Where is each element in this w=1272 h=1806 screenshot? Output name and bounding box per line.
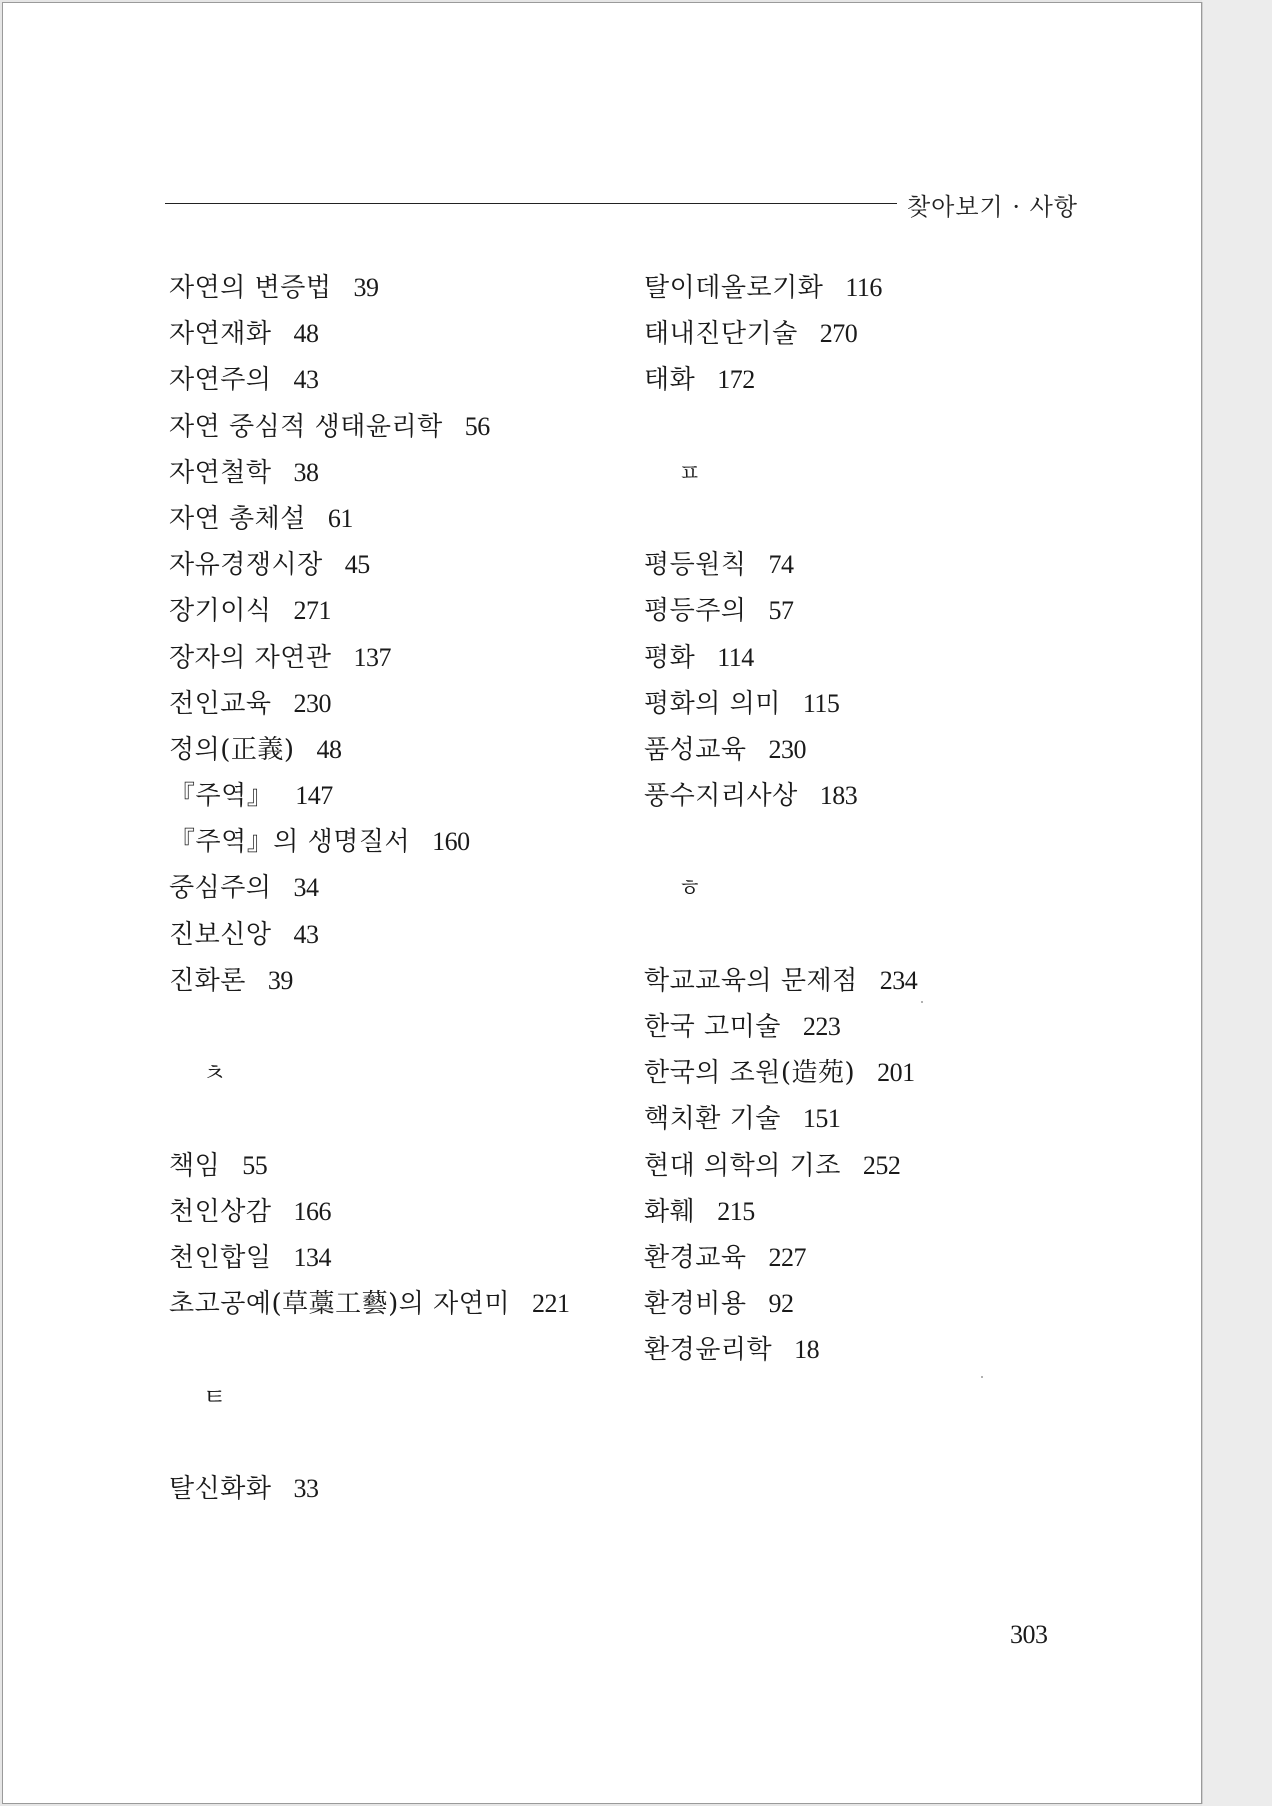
index-page-ref: 201 [877,1058,915,1088]
page-number: 303 [1010,1620,1048,1649]
index-term: 환경비용 [644,1289,747,1320]
index-term: 『주역』 [169,781,274,812]
index-entry [644,1004,917,1050]
index-entry [169,450,569,496]
index-entry [169,357,569,403]
index-page-ref: 48 [316,734,342,764]
index-entry [169,1143,569,1189]
header-rule [165,203,897,204]
index-entry [169,588,569,634]
index-entry [644,1143,917,1189]
index-page-ref: 160 [432,827,470,857]
index-term: 자연 총체설 [169,503,306,534]
index-entry [644,1096,917,1142]
index-page-ref: 74 [768,550,794,580]
index-entry [169,1235,569,1281]
index-page-ref: 271 [293,596,331,626]
index-term: 천인합일 [169,1242,272,1273]
index-entry [169,1189,569,1235]
index-page-ref: 215 [717,1196,755,1226]
index-term: 정의(正義) [169,734,295,765]
index-term: 진보신앙 [169,919,272,950]
index-entry [169,404,569,450]
index-entry [169,635,569,681]
index-entry [169,311,569,357]
spacer [169,1004,569,1050]
index-page-ref: 33 [293,1473,319,1503]
index-page-ref: 230 [293,688,331,718]
index-page-ref: 223 [802,1012,841,1041]
index-entry [644,1189,917,1235]
index-page-ref: 92 [768,1289,794,1319]
index-term: 평화의 의미 [644,688,781,719]
index-page-ref: 221 [531,1289,570,1319]
index-term: 한국의 조원(造苑) [644,1058,856,1089]
viewer-background [1202,0,1272,1806]
index-page-ref: 38 [293,457,319,487]
index-entry [169,773,569,819]
index-entry [644,1050,917,1096]
index-page-ref: 39 [353,273,379,302]
index-entry [644,773,917,819]
index-page-ref: 252 [862,1150,901,1180]
index-entry [644,1281,917,1327]
index-page-ref: 43 [293,919,319,949]
spacer [169,1096,569,1142]
index-term: 태내진단기술 [644,319,798,350]
index-page-ref: 147 [295,781,333,811]
index-page-ref: 137 [353,642,391,672]
index-entry [169,265,569,311]
index-term: 평등원칙 [644,550,747,581]
index-page-ref: 43 [293,365,319,395]
index-entry [169,496,569,542]
index-page-ref: 18 [794,1335,820,1365]
index-page-ref: 151 [802,1104,841,1134]
index-page-ref: 34 [293,873,319,903]
index-page-ref: 45 [344,550,370,580]
index-page-ref: 166 [293,1196,331,1226]
index-column-right [644,265,917,1374]
index-term: 핵치환 기술 [644,1104,781,1135]
index-page-ref: 55 [242,1150,268,1180]
index-term: 자유경쟁시장 [169,550,323,581]
index-term: 화훼 [644,1196,696,1227]
index-page-ref: 39 [267,965,293,995]
index-term: 풍수지리사상 [644,781,798,812]
index-entry [644,1327,917,1373]
index-page-ref: 56 [464,411,490,441]
section-letter: ㅌ [203,1382,227,1411]
spacer [169,1327,569,1373]
index-term: 환경교육 [644,1242,747,1273]
index-term: 자연철학 [169,457,272,488]
index-term: 장기이식 [169,596,272,627]
index-term: 책임 [169,1150,221,1181]
index-entry [169,1281,569,1327]
spacer [644,912,917,958]
index-term: 자연 중심적 생태윤리학 [169,411,443,442]
index-entry [644,958,917,1004]
document-page [2,2,1202,1804]
index-term: 진화론 [169,965,246,996]
index-term: 자연주의 [169,365,272,396]
index-term: 전인교육 [169,688,272,719]
index-term: 평화 [644,642,696,673]
index-term: 태화 [644,365,696,396]
index-page-ref: 134 [293,1242,331,1272]
index-column-left [169,265,569,1512]
index-entry [169,865,569,911]
scan-speck [921,1001,923,1003]
index-term: 탈이데올로기화 [644,273,824,303]
index-entry [644,635,917,681]
spacer [644,819,917,865]
index-entry [644,727,917,773]
index-term: 탈신화화 [169,1473,272,1504]
index-page-ref: 114 [717,642,754,672]
section-letter: ㅍ [678,458,702,487]
spacer [644,496,917,542]
index-entry [644,588,917,634]
index-term: 중심주의 [169,873,272,904]
index-term: 학교교육의 문제점 [644,965,858,996]
index-page-ref: 234 [879,965,918,995]
index-page-ref: 115 [802,688,840,718]
index-page-ref: 61 [327,503,353,533]
index-page-ref: 48 [293,319,319,349]
index-entry [644,311,917,357]
index-term: 한국 고미술 [644,1012,781,1042]
index-term: 천인상감 [169,1196,272,1227]
index-page-ref: 172 [717,365,755,395]
index-entry [644,681,917,727]
index-page-ref: 183 [819,781,858,811]
index-entry [644,1235,917,1281]
index-page-ref: 57 [768,596,794,626]
index-entry [169,681,569,727]
index-term: 품성교육 [644,734,747,765]
index-entry [169,1466,569,1512]
spacer [169,1420,569,1466]
index-page-ref: 270 [819,319,858,349]
index-entry [169,912,569,958]
index-term: 장자의 자연관 [169,642,332,673]
spacer [644,404,917,450]
index-entry [169,542,569,588]
running-header: 찾아보기 · 사항 [907,193,1078,221]
scan-speck [981,1376,983,1378]
index-term: 평등주의 [644,596,747,627]
index-entry [644,357,917,403]
index-page-ref: 116 [845,273,882,302]
index-entry [644,542,917,588]
index-entry [169,819,569,865]
index-term: 환경윤리학 [644,1335,773,1366]
index-term: 자연재화 [169,319,272,350]
index-term: 『주역』의 생명질서 [169,827,411,858]
index-page-ref: 227 [768,1242,806,1272]
index-term: 자연의 변증법 [169,273,332,303]
index-term: 초고공예(草藁工藝)의 자연미 [169,1289,510,1320]
index-entry [169,727,569,773]
index-page-ref: 230 [768,734,806,764]
index-entry [169,958,569,1004]
section-letter: ㅊ [203,1059,227,1088]
section-letter: ㅎ [678,874,702,903]
index-term: 현대 의학의 기조 [644,1150,841,1181]
index-entry [644,265,917,311]
